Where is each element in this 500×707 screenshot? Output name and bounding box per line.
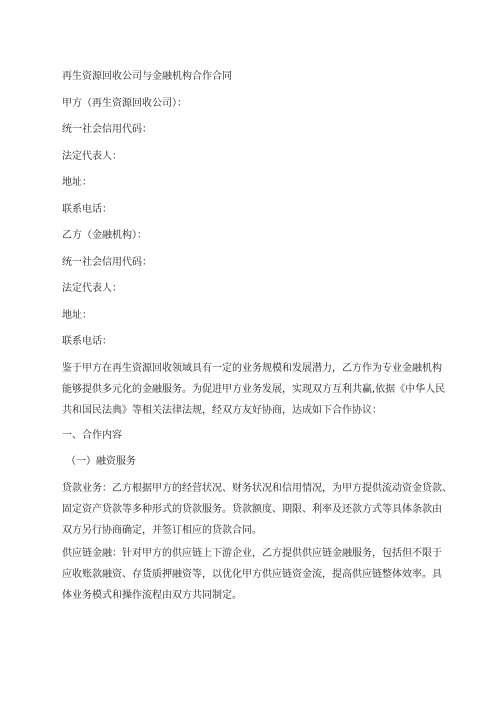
section-1-heading: 一、合作内容 <box>62 429 122 441</box>
party-a-legal-rep: 法定代表人： <box>62 150 122 162</box>
party-b-legal-rep: 法定代表人： <box>62 283 122 294</box>
party-a-phone: 联系电话： <box>62 203 112 215</box>
party-b-heading: 乙方（金融机构）： <box>62 230 147 241</box>
subsection-financing-heading: （一）融资服务 <box>66 456 136 467</box>
party-b-phone: 联系电话： <box>62 336 112 347</box>
preamble-line: 共和国民法典》等相关法律法规，经双方友好协商，达成如下合作协议： <box>62 404 382 416</box>
preamble-paragraph <box>62 358 444 421</box>
supply-chain-line: 体业务模式和操作流程由双方共同制定。 <box>62 589 242 601</box>
preamble-line: 鉴于甲方在再生资源回收领域具有一定的业务规模和发展潜力，乙方作为专业金融机构 <box>62 362 442 374</box>
loan-line: 双方另行协商确定，并签订相应的贷款合同。 <box>62 524 262 536</box>
party-b-address: 地址： <box>62 309 92 321</box>
party-a-heading: 甲方（再生资源回收公司）： <box>62 97 187 109</box>
document-title: 再生资源回收公司与金融机构合作合同 <box>62 71 232 82</box>
preamble-line: 能够提供多元化的金融服务。为促进甲方业务发展，实现双方互利共赢,依据《中华人民 <box>62 383 446 395</box>
loan-line: 贷款业务：乙方根据甲方的经营状况、财务状况和信用情况，为甲方提供流动资金贷款、 <box>62 482 452 494</box>
loan-paragraph <box>62 478 452 541</box>
party-a-address: 地址： <box>62 177 92 188</box>
supply-chain-line: 供应链金融：针对甲方的供应链上下游企业，乙方提供供应链金融服务，包括但不限于 <box>62 547 442 559</box>
supply-chain-line: 应收账款融资、存货质押融资等，以优化甲方供应链资金流，提高供应链整体效率。具 <box>62 568 442 580</box>
party-a-credit-code: 统一社会信用代码： <box>62 124 152 135</box>
loan-line: 固定资产贷款等多种形式的贷款服务。贷款额度、期限、利率及还款方式等具体条款由 <box>62 503 442 515</box>
supply-chain-paragraph <box>62 543 444 606</box>
party-b-credit-code: 统一社会信用代码： <box>62 256 152 268</box>
